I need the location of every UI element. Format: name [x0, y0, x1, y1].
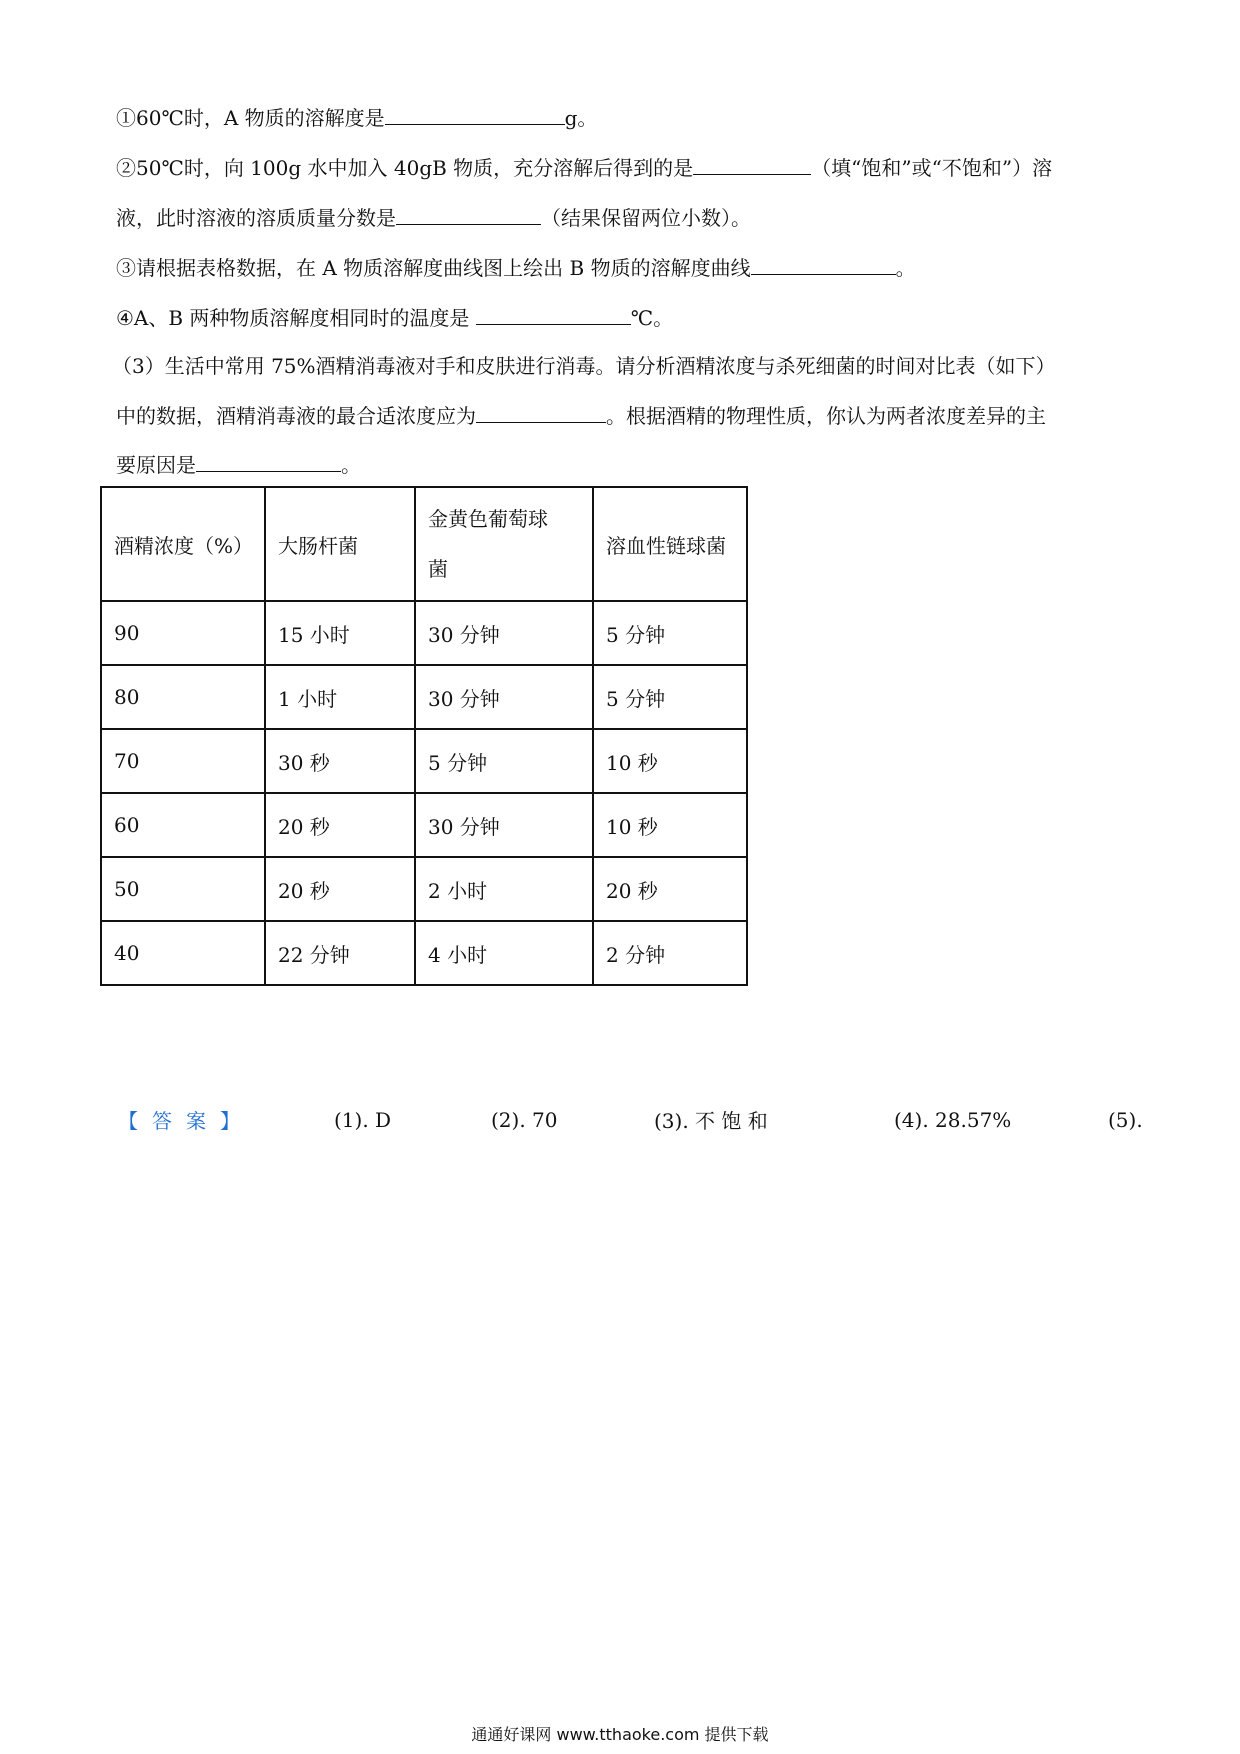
part-3-text-5: 。: [341, 453, 361, 477]
alcohol-concentration-table: [100, 486, 748, 986]
table-cell: 10 秒: [593, 729, 747, 793]
table-cell: 90: [101, 601, 265, 665]
answer-label: 【答案】: [118, 1109, 254, 1133]
table-cell: 20 秒: [593, 857, 747, 921]
table-cell: 30 分钟: [415, 665, 593, 729]
table-cell: 2 小时: [415, 857, 593, 921]
answer-blank: [476, 402, 606, 423]
table-cell: 60: [101, 793, 265, 857]
question-4-suffix: ℃。: [630, 306, 674, 330]
answer-blank: [196, 451, 341, 472]
table-row: [101, 921, 747, 985]
table-cell: 30 秒: [265, 729, 415, 793]
answer-blank: [693, 154, 811, 175]
page-footer: 通通好课网 www.tthaoke.com 提供下载: [471, 1725, 769, 1744]
table-header-cell-line: 金黄色葡萄球: [428, 507, 548, 531]
part-3-line-1: [112, 352, 1056, 380]
question-2-hint: （填“饱和”或“不饱和”）溶: [811, 156, 1053, 180]
table-cell: 10 秒: [593, 793, 747, 857]
answer-item: (1). D: [334, 1107, 392, 1132]
question-2-text-2: 液，此时溶液的溶质质量分数是: [116, 206, 396, 230]
table-cell: 22 分钟: [265, 921, 415, 985]
answer-item: (4). 28.57%: [894, 1107, 1012, 1132]
part-3-line-3: [116, 451, 361, 479]
answer-section: [118, 1105, 1143, 1134]
question-3-suffix: 。: [895, 256, 916, 280]
answer-item: (2). 70: [491, 1107, 558, 1132]
question-2-line-1: [116, 154, 1052, 182]
question-2-text: ②50℃时，向 100g 水中加入 40gB 物质，充分溶解后得到的是: [116, 156, 694, 180]
part-3-text-2: 中的数据，酒精消毒液的最合适浓度应为: [116, 404, 476, 428]
table-row: [101, 857, 747, 921]
table-header-cell-line: 菌: [428, 557, 448, 581]
question-2-note: （结果保留两位小数）。: [541, 206, 751, 230]
table-cell: 20 秒: [265, 793, 415, 857]
answer-item: (5).: [1108, 1107, 1143, 1132]
question-4-text: ④A、B 两种物质溶解度相同时的温度是: [116, 306, 476, 330]
answer-item: (3). 不 饱 和: [654, 1109, 768, 1133]
table-row: [101, 665, 747, 729]
part-3-text-4: 要原因是: [116, 453, 196, 477]
question-1-text: ①60℃时，A 物质的溶解度是: [116, 106, 385, 130]
question-3: [116, 254, 916, 282]
table-cell: 15 小时: [265, 601, 415, 665]
table-cell: 1 小时: [265, 665, 415, 729]
table-cell: 50: [101, 857, 265, 921]
part-3-text-3: 。根据酒精的物理性质，你认为两者浓度差异的主: [606, 404, 1046, 428]
table-cell: 5 分钟: [593, 665, 747, 729]
table-header-cell: [415, 487, 593, 601]
part-3-text: （3）生活中常用 75%酒精消毒液对手和皮肤进行消毒。请分析酒精浓度与杀死细菌的时间对比表（如下）: [112, 354, 1056, 378]
question-2-line-2: [116, 204, 751, 232]
table-row: [101, 793, 747, 857]
table-cell: 30 分钟: [415, 793, 593, 857]
table-cell: 20 秒: [265, 857, 415, 921]
answer-blank: [385, 104, 565, 125]
answer-blank: [751, 254, 896, 275]
table-cell: 4 小时: [415, 921, 593, 985]
table-cell: 70: [101, 729, 265, 793]
table-cell: 5 分钟: [593, 601, 747, 665]
table-header-cell: 酒精浓度（%）: [101, 487, 265, 601]
question-1-suffix: g。: [564, 106, 598, 130]
table-row: [101, 729, 747, 793]
table-cell: 30 分钟: [415, 601, 593, 665]
answer-blank: [396, 204, 541, 225]
table-cell: 5 分钟: [415, 729, 593, 793]
table-cell: 2 分钟: [593, 921, 747, 985]
question-3-text: ③请根据表格数据，在 A 物质溶解度曲线图上绘出 B 物质的溶解度曲线: [116, 256, 751, 280]
answer-blank: [476, 304, 631, 325]
table-header-row: [101, 487, 747, 601]
table-cell: 40: [101, 921, 265, 985]
table-cell: 80: [101, 665, 265, 729]
part-3-line-2: [116, 402, 1046, 430]
table-row: [101, 601, 747, 665]
table-header-cell: 溶血性链球菌: [593, 487, 747, 601]
question-4: [116, 304, 673, 332]
question-1: [116, 104, 597, 132]
table-header-cell: 大肠杆菌: [265, 487, 415, 601]
